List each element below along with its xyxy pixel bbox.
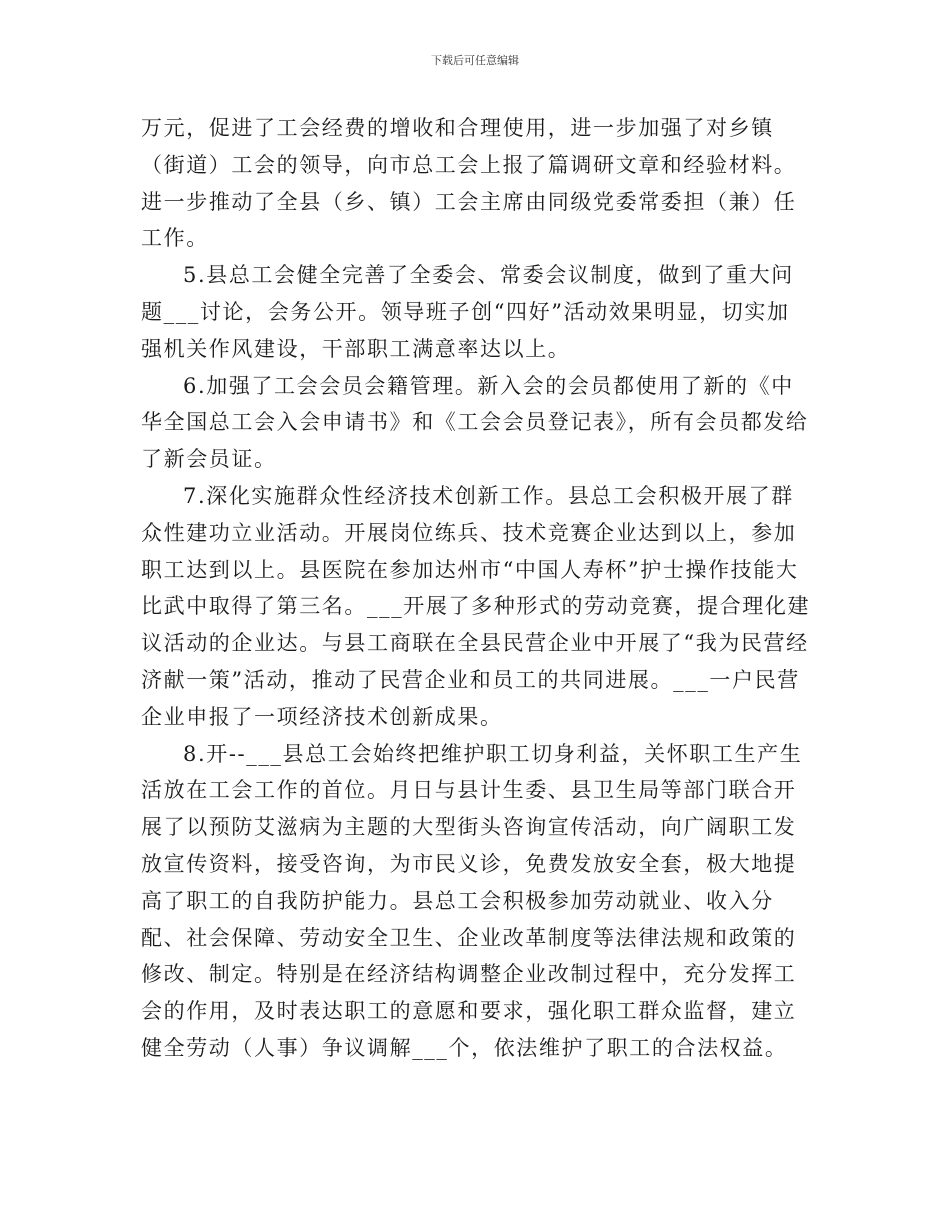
paragraph-item-7: 7.深化实施群众性经济技术创新工作。县总工会积极开展了群众性建功立业活动。开展岗位练兵、技术竞赛企业达到以上，参加职工达到以上。县医院在参加达州市“中国人寿杯”护士操作技能大比武中取得了第三名。___开展了多种形式的劳动竞赛，提合理化建议活动的企业达。与县工商联在全县民营企业中开展了“我为民营经济献一策”活动，推动了民营企业和员工的共同进展。___一户民营企业申报了一项经济技术创新成果。 (141, 483, 811, 729)
paragraph-item-8: 8.开--___县总工会始终把维护职工切身利益，关怀职工生产生活放在工会工作的首位。月日与县计生委、县卫生局等部门联合开展了以预防艾滋病为主题的大型街头咨询宣传活动，向广阔职工发放宣传资料，接受咨询，为市民义诊，免费发放安全套，极大地提高了职工的自我防护能力。县总工会积极参加劳动就业、收入分配、社会保障、劳动安全卫生、企业改革制度等法律法规和政策的修改、制定。特别是在经济结构调整企业改制过程中，充分发挥工会的作用，及时表达职工的意愿和要求，强化职工群众监督，建立健全劳动（人事）争议调解___个，依法维护了职工的合法权益。 (141, 741, 803, 1060)
paragraph-item-5: 5.县总工会健全完善了全委会、常委会议制度，做到了重大问题___讨论，会务公开。领导班子创“四好”活动效果明显，切实加强机关作风建设，干部职工满意率达以上。 (141, 263, 794, 361)
document-body (141, 110, 811, 1067)
paragraph-item-6: 6.加强了工会会员会籍管理。新入会的会员都使用了新的《中华全国总工会入会申请书》和《工会会员登记表》，所有会员都发给了新会员证。 (141, 373, 809, 472)
paragraph-continuation: 万元，促进了工会经费的增收和合理使用，进一步加强了对乡镇（街道）工会的领导，向市总工会上报了篇调研文章和经验材料。进一步推动了全县（乡、镇）工会主席由同级党委常委担（兼）任工作。 (141, 116, 797, 251)
page-header: 下载后可任意编辑 (431, 54, 519, 67)
